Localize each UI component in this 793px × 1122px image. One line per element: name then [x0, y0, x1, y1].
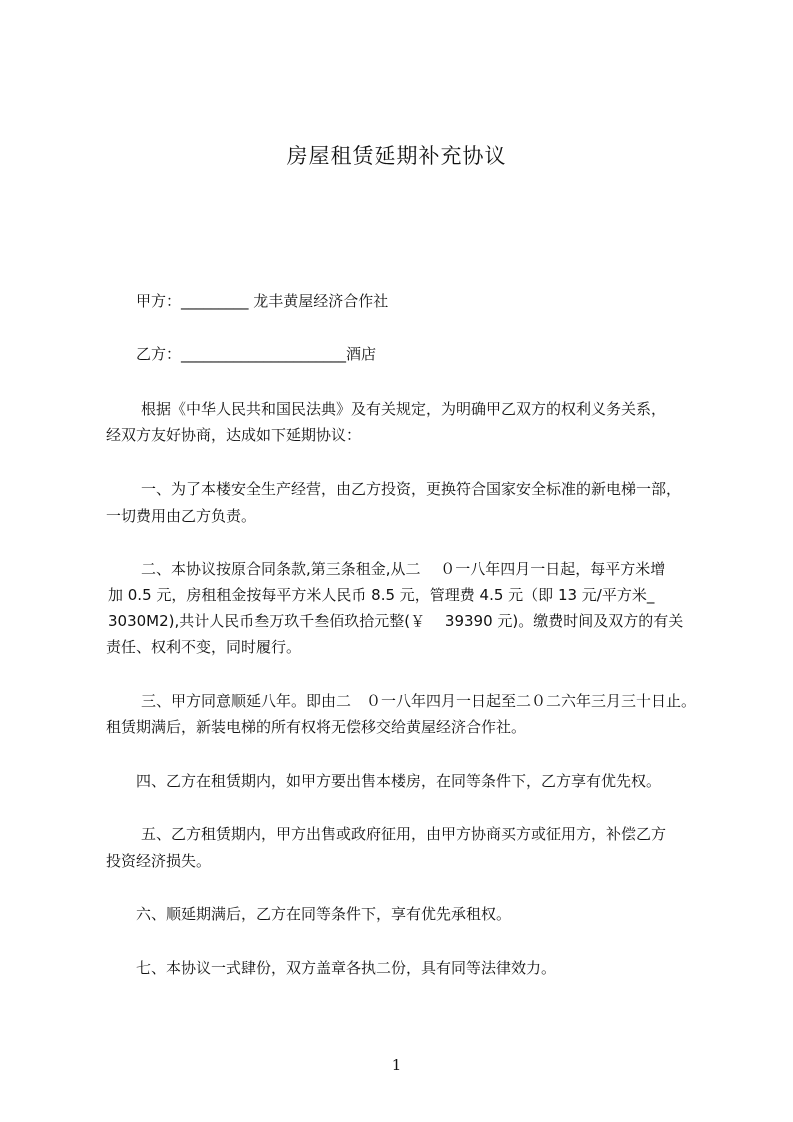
- clause-7-line: 七、本协议一式肆份，双方盖章各执二份，具有同等法律效力。: [136, 959, 557, 977]
- clause-1-line-2: 一切费用由乙方负责。: [106, 507, 257, 525]
- preamble-line-1: 根据《中华人民共和国民法典》及有关规定，为明确甲乙双方的权利义务关系，: [141, 400, 667, 418]
- clause-6-line: 六、顺延期满后，乙方在同等条件下，享有优先承租权。: [136, 905, 512, 923]
- clause-4-line: 四、乙方在租赁期内，如甲方要出售本楼房，在同等条件下，乙方享有优先权。: [136, 772, 662, 790]
- clause-3-line-1: 三、甲方同意顺延八年。即由二 ０一八年四月一日起至二０二六年三月三十日止。: [141, 692, 697, 710]
- clause-2-line-2: 加 0.5 元，房租租金按每平方米人民币 8.5 元，管理费 4.5 元（即 13 元/平方米_: [108, 586, 655, 604]
- clause-5-line-2: 投资经济损失。: [106, 852, 212, 870]
- clause-5-line-1: 五、乙方租赁期内，甲方出售或政府征用，由甲方协商买方或征用方，补偿乙方: [141, 825, 667, 843]
- page-number: 1: [391, 1056, 402, 1074]
- document-title: 房屋租赁延期补充协议: [286, 144, 507, 168]
- clause-3-line-2: 租赁期满后，新装电梯的所有权将无偿移交给黄屋经济合作社。: [106, 718, 527, 736]
- party-b-line: 乙方：______________________酒店: [136, 345, 377, 363]
- clause-2-line-3: 3030M2),共计人民币叁万玖千叁佰玖拾元整(￥ 39390 元)。缴费时间及双方的有关: [108, 612, 684, 630]
- clause-2-line-4: 责任、权利不变，同时履行。: [106, 638, 302, 656]
- preamble-line-2: 经双方友好协商，达成如下延期协议：: [106, 426, 362, 444]
- party-a-line: 甲方：_________ 龙丰黄屋经济合作社: [136, 292, 389, 310]
- clause-2-line-1: 二、本协议按原合同条款,第三条租金,从二 ０一八年四月一日起，每平方米增: [141, 560, 666, 578]
- clause-1-line-1: 一、为了本楼安全生产经营，由乙方投资，更换符合国家安全标准的新电梯一部，: [141, 480, 682, 498]
